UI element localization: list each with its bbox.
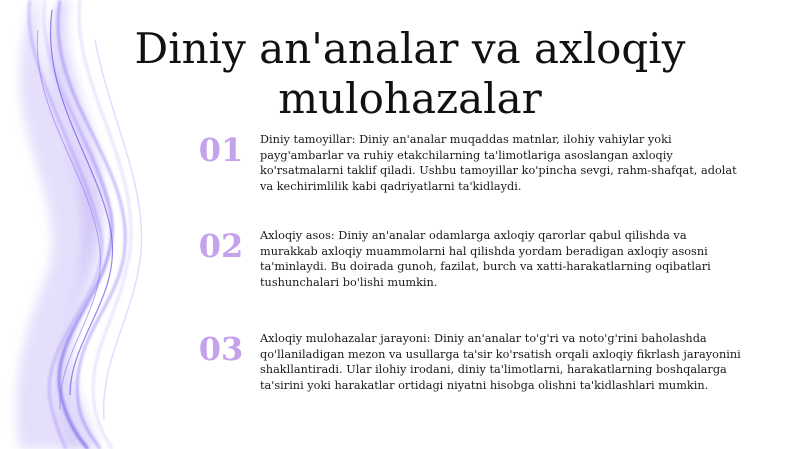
item-number: 03 bbox=[198, 330, 244, 368]
item-number: 01 bbox=[198, 131, 244, 169]
item-text: Axloqiy asos: Diniy an'analar odamlarga axloqiy qarorlar qabul qilishda va murakkab axloqiy muammolarni hal qilishda yordam beradigan axloqiy asosni ta'minlaydi. Bu doirada gunoh, fazilat, burch va xatti-harakatlarning oqibatlari tushunchalari bo'lishi mumkin. bbox=[260, 229, 711, 289]
item-number: 02 bbox=[198, 227, 244, 265]
item-text: Diniy tamoyillar: Diniy an'analar muqaddas matnlar, ilohiy vahiylar yoki payg'ambarlar va ruhiy etakchilarning ta'limotlariga asoslangan axloqiy ko'rsatmalarni taklif qiladi. Ushbu tamoyillar ko'pincha sevgi, rahm-shafqat, adolat va kechirimlilik kabi qadriyatlarni ta'kidlaydi. bbox=[260, 133, 737, 193]
slide-title: Diniy an'analar va axloqiy mulohazalar bbox=[134, 24, 686, 123]
item-text: Axloqiy mulohazalar jarayoni: Diniy an'analar to'g'ri va noto'g'rini baholashda qo'llaniladigan mezon va usullarga ta'sir ko'rsatish orqali axloqiy fikrlash jarayonini shakllantiradi. Ular ilohiy irodani, diniy ta'limotlarni, harakatlarning boshqalarga ta'sirini yoki harakatlar ortidagi niyatni hisobga olishni ta'kidlashlari mumkin. bbox=[260, 332, 741, 392]
